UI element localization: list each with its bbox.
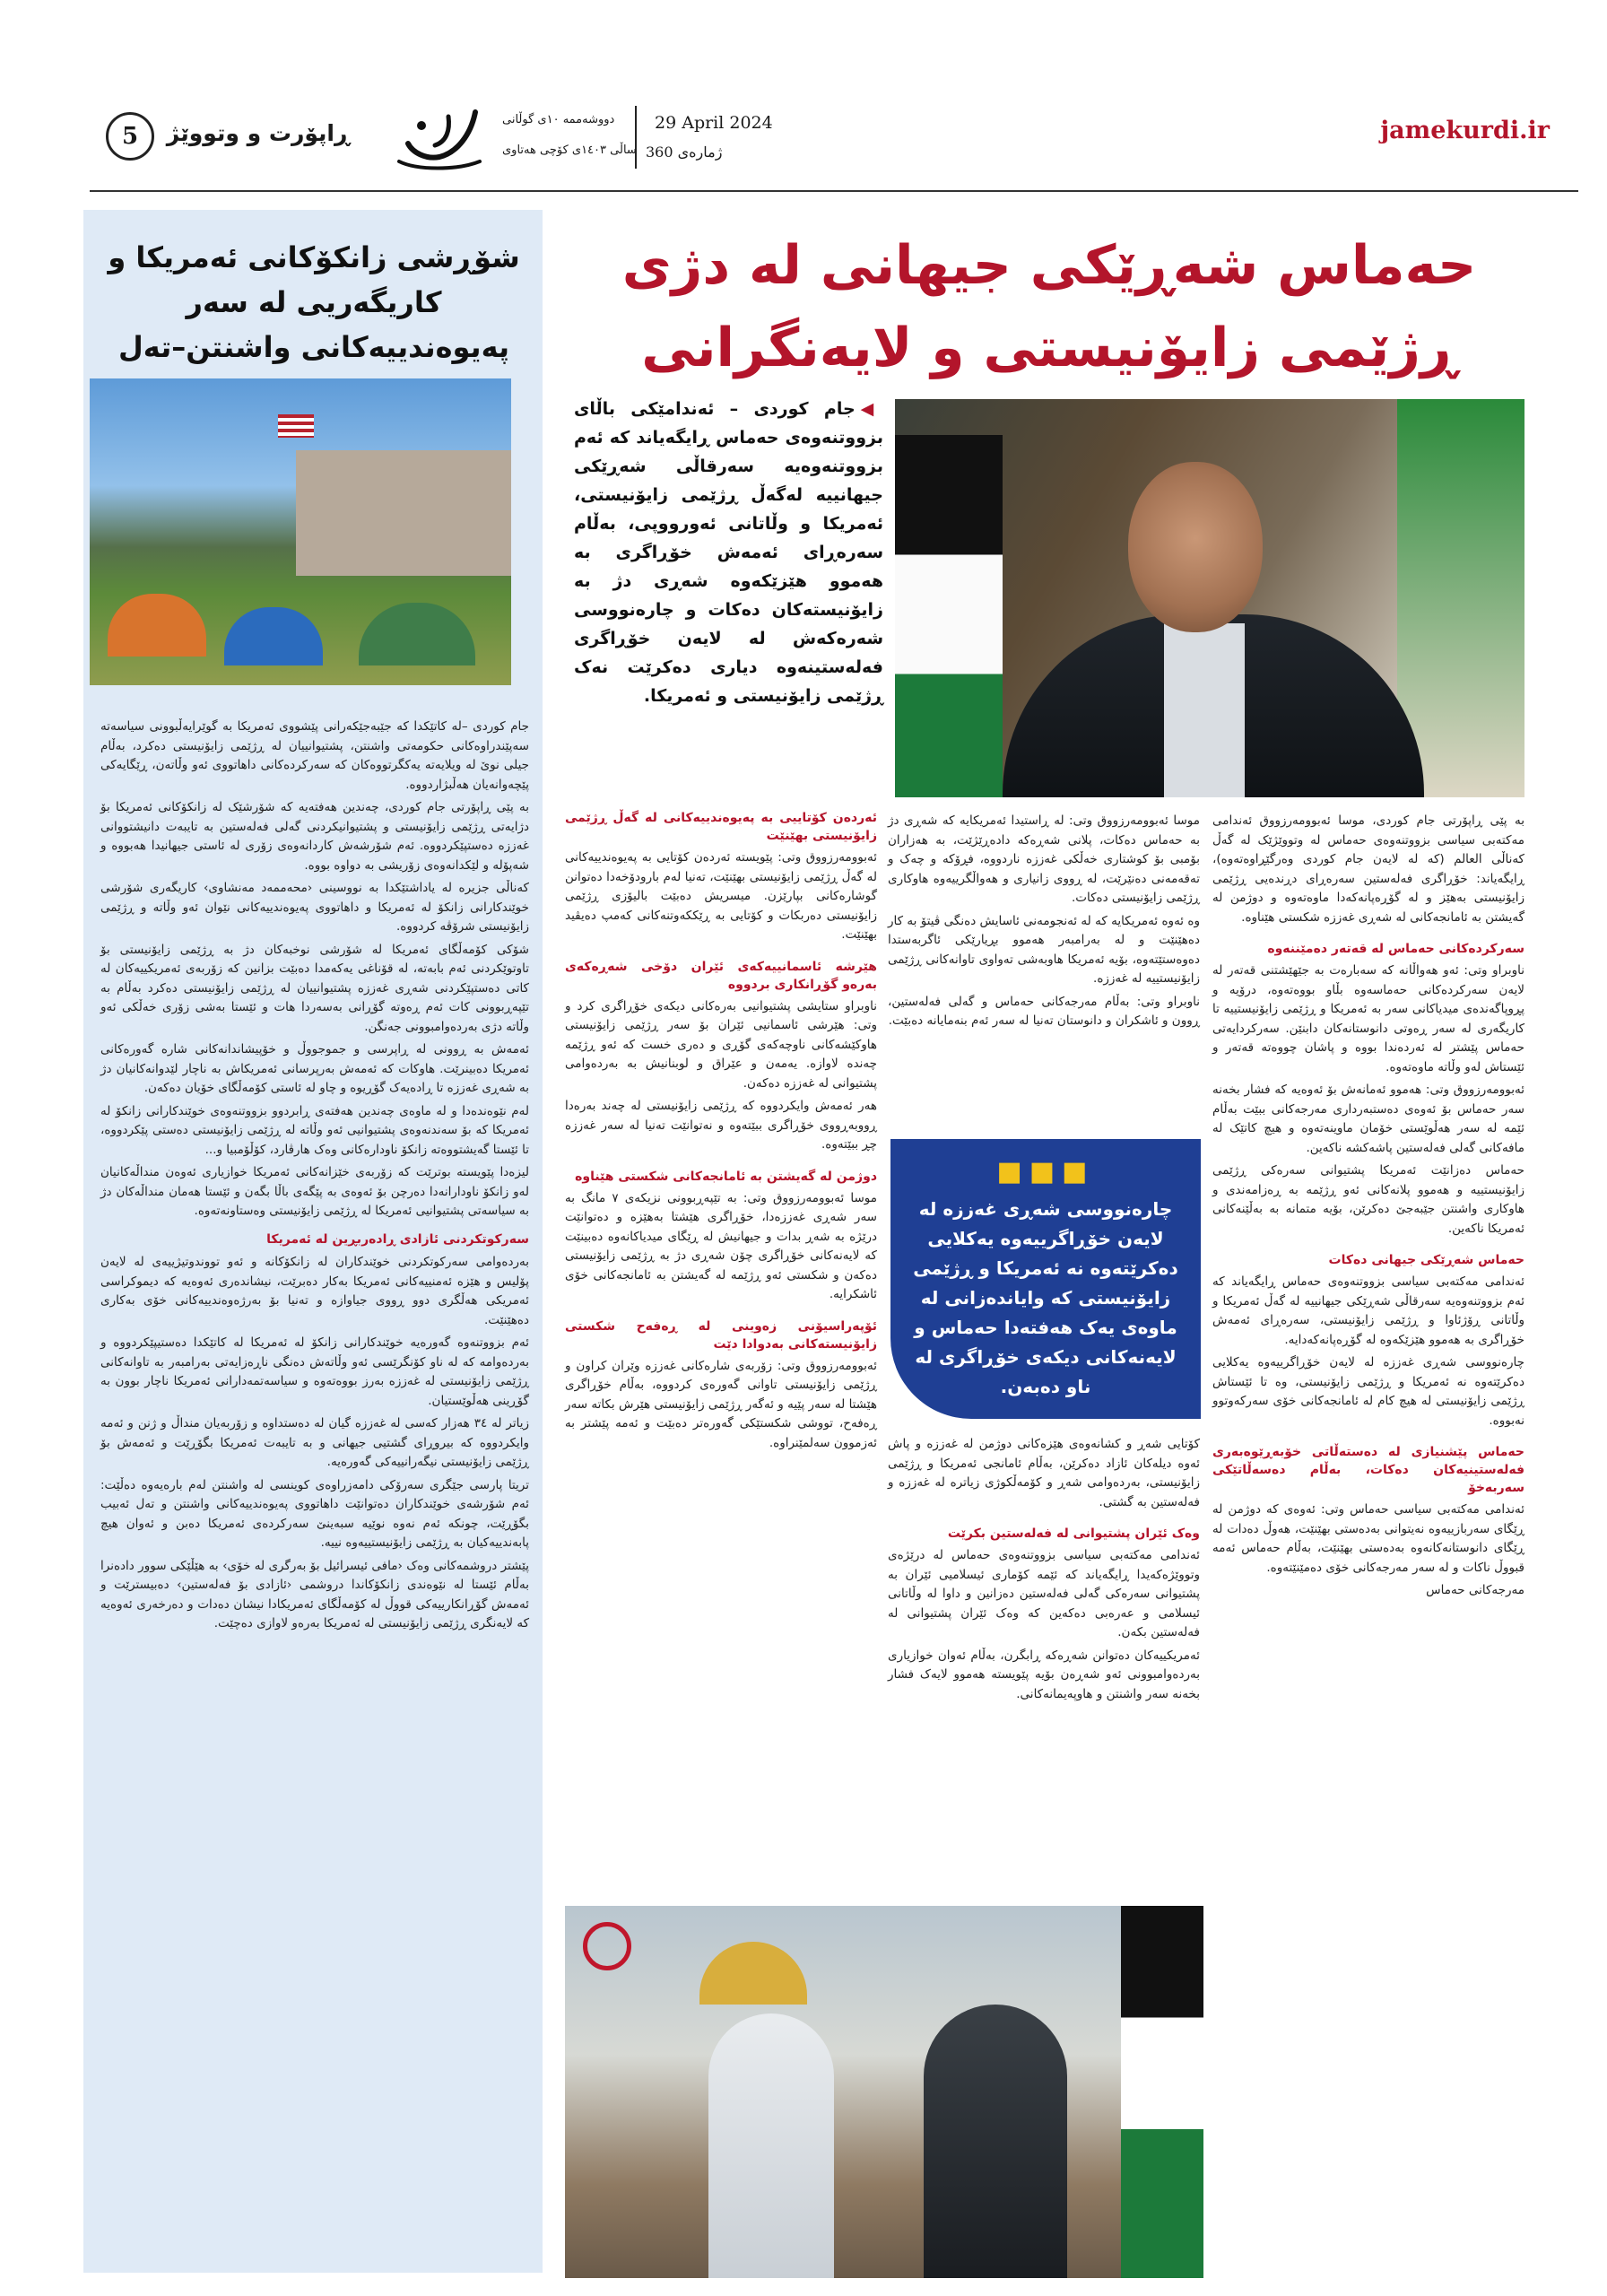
article-paragraph: بە پێی ڕاپۆرتی جام کوردی، موسا ئەبوومەرزووق ئەندامی مەکتەبی سیاسی بزووتنەوەی حەماس لە وتووێژێک لە گەڵ کەناڵی العالم (کە لە لایەن جام کوردی وەرگێڕاوەتەوە)، ڕایگەیاند: خۆڕاگری فەلەستین سەرەڕای دڕندەیی ڕژێمی زایۆنیستی بەهێز و لە گۆڕەپانەکەدا ماوەتەوە و دوژمن لە گەیشتن بە ئامانجەکانی لە شەڕی غەززە شکستی هێناوە. [1212,813,1524,925]
photo-shirt [1164,623,1245,797]
issue-number: ژمارەی 360 [646,144,723,161]
section-title: ڕاپۆرت و وتووێژ [166,120,350,146]
sidebar-paragraph: کەناڵی جزیرە لە یاداشتێکدا بە نووسینی ‹محەممەد مەنشاوی› کاریگەری شۆرشی خوێندکارانی زانکۆ لە ئەمریکا و داهاتووی پەیوەندییەکانی نێوان ئەو وڵاتە و ڕژێمی زایۆنیستی شرۆڤە کردووە. [100,881,529,934]
lead-text: جام کوردی – ئەندامێکی باڵای بزووتنەوەی حەماس ڕایگەیاند کە ئەم بزووتنەوەیە سەرقاڵی شەڕێکی جیهانییە لەگەڵ ڕژێمی زایۆنیستی، ئەمریکا و وڵاتانی ئەورووپی، بەڵام سەرەڕای ئەمەش خۆڕاگری بە هەموو هێزێکەوە شەڕی دژ بە زایۆنیستەکان دەکات و چارەنووسی شەرەکەش لە لایەن خۆڕاگری فەلەستینەوە دیاری دەکرێت نەک ڕژێمی زایۆنیستی و ئەمریکا. [574,399,883,706]
sidebar-paragraph: بە پێی ڕاپۆرتی جام کوردی، چەندین هەفتەیە کە شۆرشێک لە زانکۆکانی ئەمریکا بۆ دژایەتی ڕژێمی زایۆنیستی و پشتیوانیکردنی گەلی فەلەستین بە تایبەت دانیشتووانی غەززە دەستپێکردووە. ئەم شۆرشەش کاردانەوەی زۆری لە ئاستی جیهانیدا هەبووە و شەپۆلە و لێکدانەوەی زۆریشی بە دواوە بووە. [100,800,529,873]
article-paragraph: ئەمریکییەکان دەتوانن شەڕەکە ڕابگرن، بەڵام ئەوان خوازیاری بەردەوامبوونی ئەو شەڕەن بۆیە پێویستە هەموو لایەک فشار بخەنە سەر واشنتن و هاوپەیمانەکانی. [888,1648,1200,1701]
article-subheading: دوژمن لە گەیشتن بە ئامانجەکانی شکستی هێناوە [575,1169,877,1184]
article-paragraph: ئەندامی مەکتەبی سیاسی بزووتنەوەی حەماس ڕایگەیاند کە ئەم بزووتنەوەیە سەرقاڵی شەڕێکی جیهانییە لە گەڵ ئەمریکا و وڵاتانی ڕۆژئاوا و ڕژێمی زایۆنیستی، سەرەڕای ئەمەش خۆڕاگری بە هەموو هێزێکەوە لە گۆڕەپانەکەدایە. [1212,1274,1524,1347]
article-paragraph: حەماس دەزانێت ئەمریکا پشتیوانی سەرەکی ڕژێمی زایۆنیستییە و هەموو پلانەکانی ئەو ڕژێمە بە ڕەزامەندی و هاوکاری واشنتن جێبەجێ دەکرێن، بۆیە متمانە بە بەڵێنەکانی ئەمریکا ناکەین. [1212,1163,1524,1236]
sidebar-subheading: سەرکوتکردنی ئازادی ڕادەربڕین لە ئەمریکا [266,1231,529,1247]
article-subheading: وەک ئێران پشتیوانی لە فەلەستین بکرێت [947,1526,1200,1541]
sidebar-paragraph: زیاتر لە ٣٤ هەزار کەسی لە غەززە گیان لە دەستداوە و زۆربەیان منداڵ و ژنن و ئەمە وایکردووە کە بیروڕای گشتیی جیهانی و بە تایبەت ئەمریکا بگۆڕێت و ئەمەش بۆ ڕژێمی زایۆنیستی نیگەرانییەکی گەورەیە. [100,1416,529,1469]
photo-tent [108,594,206,657]
sidebar-paragraph: ئەمەش بە ڕوونی لە ڕاپرسی و جموجووڵ و خۆپیشاندانەکانی شارە گەورەکانی ئەمریکا دەبینرێت. هاوکات کە ئەمەش بەرپرسانی ئەمریکاش بە ناچار لێدوانەکانیان دژ بە شەڕی غەززە تا ڕادەیەک گۆڕیوە و چاو لە ئاستی کۆمەڵگای خۆیان دەکەن. [100,1042,529,1095]
article-paragraph: وە ئەوە ئەمریکایە کە لە ئەنجومەنی ئاسایش دەنگی ڤیتۆ بە کار دەهێنێت و لە بەرامبەر هەموو بڕیارێکی ئاگربەستدا دەوەستێتەوە، بۆیە ئەمریکا هاوبەشی تەواوی تاوانەکانی ڕژێمی زایۆنیستییە لە غەززە. [888,913,1200,986]
photo-tent [359,603,475,665]
article-subheading: حەماس شەڕێکی جیهانی دەکات [1328,1253,1524,1267]
article-paragraph: هەر ئەمەش وایکردووە کە ڕژێمی زایۆنیستی لە چەند بەرەدا ڕووبەڕووی خۆڕاگری ببێتەوە و نەتوانێت تەنیا لە سەر غەززە چڕ ببێتەوە. [565,1099,877,1152]
article-subheading: ئۆپەراسیۆنی زەوینی لە ڕەفەح شکستی زایۆنیستەکانی بەدوادا دێت [565,1318,877,1352]
article-paragraph: ناوبراو ستایشی پشتیوانیی بەرەکانی دیکەی خۆڕاگری کرد و وتی: هێرشی ئاسمانیی ئێران بۆ سەر ڕژێمی زایۆنیستی هاوکێشەکانی ناوچەکەی گۆڕی و دەری خست کە ئەو ڕژێمە چەندە لاوازە. یەمەن و عێراق و لوبنانیش بە بەردەوامی پشتیوانی لە غەززە دەکەن. [565,998,877,1091]
article-paragraph: کۆتایی شەڕ و کشانەوەی هێزەکانی دوژمن لە غەززە و پاش ئەوە دیلەکان ئازاد دەکرێن، بەڵام ئامانجی ئەمریکا و ڕژێمی زایۆنیستی، بەردەوامی شەڕ و کۆمەڵکوژی زیاترە لە غەززە و فەلەستین بە گشتی. [888,1437,1200,1509]
pull-quote [890,1139,1201,1419]
sidebar-paragraph: جام کوردی –لە کاتێکدا کە جێبەجێکەرانی پێشووی ئەمریکا بە گوێرایەڵبوونی سیاسەتە سەپێندراوەکانی حکومەتی واشنتن، پشتیوانییان لە ڕژێمی زایۆنیستی دەکرد، بەڵام جیلی نوێ لە ویلایەتە یەکگرتووەکان کە سەرکردەکانی داهاتووی ئەو وڵاتەن، ڕێگایەکی پێچەوانەیان هەڵبژاردووە. [100,719,529,792]
article-subheading: حەماس پێشنیازی لە دەستەڵاتی خۆبەڕێوەبەری فەلەستینیەکان دەکات، بەڵام دەسەڵاتێکی سەربەخۆ [1212,1445,1524,1495]
article-subheading: سەرکردەکانی حەماس لە قەتەر دەمێننەوە [1267,942,1524,956]
photo-background [1397,399,1524,797]
photo-flag [895,435,1003,797]
photo-flag [1121,1906,1203,2278]
sidebar-paragraph: بەردەوامی سەرکوتکردنی خوێندکاران لە زانکۆکانە و ئەو تووندوتیژییەی لە لایەن پۆلیس و هێزە ئەمنییەکانی ئەمریکا بەکار دەبرێت، نیشاندەری ئەوەیە کە دیموکراسی ئەمریکی هەڵگری دوو ڕووی جیاوازە و تەنیا بۆ بەرژەوەندییەکانی خۆی بەکاری دەهێنێت. [100,1255,529,1327]
date-english: 29 April 2024 [655,113,773,133]
photo-interviewer [708,2013,834,2278]
sidebar-headline: شۆڕشی زانکۆکانی ئەمریکا و کاریگەریی لە سەر پەیوەندییەکانی واشنتن–تەل [108,240,520,364]
article-subheading: هێرشە ئاسمانییەکەی ئێران دۆخی شەڕەکەی بەرەو گۆڕانکاری بردووە [565,959,877,992]
quote-dots-icon: ■■■ [996,1156,1095,1187]
sidebar-paragraph: شۆکی کۆمەڵگای ئەمریکا لە شۆرشی نوخبەکان دژ بە ڕژێمی زایۆنیستی بۆ تاوتوێکردنی ئەم بابەتە، لە قۆناغی یەکەمدا دەبێت بزانین کە زۆربەی ئەمریکییەکان لە کاتی دەستپێکردنی شەڕی غەززە پشتیوانییان لە ڕژێمی زایۆنیستی دەکرد بەڵام بە تێپەڕبوونی کات ئەم ڕەوتە گۆڕانی بەسەردا هات و ئێستا بەشی زۆری خەڵکی ئەو وڵاتە دژی بەردەوامبوونی جەنگن. [100,942,529,1034]
article-subheading: ئەردەن کۆتاییی بە پەیوەندییەکانی لە گەڵ ڕژێمی زایۆنیستی بهێنێت [565,811,877,843]
article-paragraph: ئەبوومەرزووق وتی: هەموو ئەمانەش بۆ ئەوەیە کە فشار بخەنە سەر حەماس بۆ ئەوەی دەستبەرداری مەرجەکانی ببێت بەڵام ئێمە لە سەر هەڵوێستی خۆمان ماوینەتەوە و هیچ کاتێک لە مافەکانی گەلی فەلەستین پاشەکشە ناکەین. [1212,1083,1524,1155]
lead-paragraph [574,395,883,710]
abu-marzouq-portrait-photo [895,399,1524,797]
photo-dome [699,1942,807,2005]
photo-face [1128,462,1263,632]
sidebar-paragraph: تریتا پارسی جێگری سەرۆکی دامەزراوەی کوینسی لە واشنتن لەم بارەیەوە دەڵێت: ئەم شۆرشەی خوێندکاران دەتوانێت داهاتووی پەیوەندییەکانی واشنتن و تەل ئەبیب بگۆڕێت، چونکە ئەم نەوە نوێیە سبەینێ سەرکردەی ئەمریکا دەبن و ئەوان هیچ پابەندییەکیان بە ڕژێمی زایۆنیستییەوە نییە. [100,1477,529,1550]
sidebar-paragraph: لەم نێوەندەدا و لە ماوەی چەندین هەفتەی ڕابردوو بزووتنەوەی خوێندکارانی زانکۆ لە ئەمریکا کە بۆ سەندنەوەی پشتیوانیی ئەو وڵاتە لە ڕژێمی زایۆنیستی دەستی پێکردووە، تا ئێستا گەیشتووەتە زانکۆ ناودارەکانی وەک هارڤارد، کۆڵۆمبیا و... [100,1103,529,1157]
sidebar-paragraph: ئەم بزووتنەوە گەورەیە خوێندکارانی زانکۆ لە ئەمریکا لە کاتێکدا دەستیپێکردووە و بەردەوامە کە لە ناو کۆنگرێسی ئەو وڵاتەش دەنگی ناڕەزایەتی بەرامبەر بە تاوانەکانی ڕژێمی زایۆنیستی لە غەززە بەرز بووەتەوە و سیاسەتمەدارانی ئەمریکا ناچار بوون بە گۆڕینی هەڵوێستیان. [100,1335,529,1408]
article-paragraph: ئەندامی مەکتەبی سیاسی حەماس وتی: ئەوەی کە دوژمن لە ڕێگای سەربازییەوە نەیتوانی بەدەستی بهێنێت، هەوڵ دەدات لە ڕێگای دانوستانەکانەوە بەدەستی بهێنێت، بەڵام حەماس ئەمە قبووڵ ناکات و لە سەر مەرجەکانی خۆی دەمێنێتەوە. [1212,1502,1524,1575]
header-divider [635,106,637,169]
sidebar-article-body [100,718,529,1638]
date-kurdish-day: دووشەممە ١٠ی گوڵانی [502,113,615,126]
date-kurdish-year: ساڵی ١٤٠٣ی کۆچی هەتاوی [502,144,637,157]
jame-kurdi-logo [386,99,493,175]
headline-line-2: ڕژێمی زایۆنیستی و لایەنگرانی [641,317,1457,379]
interview-studio-photo [565,1906,1203,2278]
article-column-middle-bottom [888,1435,1200,1708]
article-paragraph: موسا ئەبوومەرزووق وتی: بە تێپەڕبوونی نزیکەی ٧ مانگ بە سەر شەڕی غەززەدا، خۆڕاگری هێشتا بەهێزە و دەتوانێت درێژە بە شەڕ بدات و جیهانیش لە ڕێگای میدیاکانەوە دەبینێت کە لایەنەکانی خۆڕاگری چۆن شەڕی دژ بە ڕژێمی زایۆنیستی دەکەن و شکستی ئەو ڕژێمە لە گەیشتن بە ئامانجەکانی خۆی ئاشکرایە. [565,1190,877,1301]
sidebar-paragraph: پێشتر دروشمەکانی وەک ‹مافی ئیسرائیل بۆ بەرگری لە خۆی› بە هێڵێکی سوور دادەنرا بەڵام ئێستا لە نێوەندی زانکۆکاندا دروشمی ‹ئازادی بۆ فەلەستین› دەبیسترێت و ئەمەش گۆڕانکارییەکی قووڵ لە کۆمەڵگای ئەمریکادا نیشان دەدات و دەرخەری ئەوەیە کە لایەنگری ڕژێمی زایۆنیستی لە ئەمریکا بەرەو لاوازی دەچێت. [100,1558,529,1631]
channel-logo-icon [583,1922,631,1970]
page-header [0,0,1607,197]
photo-building [296,450,511,576]
article-paragraph: ئەبوومەرزووق وتی: پێویستە ئەردەن کۆتایی بە پەیوەندییەکانی لە گەڵ ڕژێمی زایۆنیستی بهێنێت، تەنیا لەم بارودۆخەدا دەتوانن گوشارەکانی بپارێزن. میسریش دەبێت بالیۆزی ڕژێمی زایۆنیستی دەربکات و کۆتایی بە ڕێککەوتنەکانی کەمپ دەیڤید بهێنێت. [565,850,877,942]
photo-flag [278,414,314,438]
campus-protest-photo [90,378,511,685]
header-rule [90,190,1578,192]
photo-tent [224,607,323,665]
article-paragraph: چارەنووسی شەڕی غەززە لە لایەن خۆڕاگرییەوە یەکلایی دەکرێتەوە نە ئەمریکا و ڕژێمی زایۆنیستی، وە تا ئێستاش ڕژێمی زایۆنیستی لە هیچ کام لە ئامانجەکانی خۆی سەرکەوتوو نەبووە. [1212,1355,1524,1428]
article-paragraph: مەرجەکانی حەماس [1426,1583,1524,1597]
article-paragraph: ئەندامی مەکتەبی سیاسی بزووتنەوەی حەماس لە درێژەی وتووێژەکەیدا ڕایگەیاند کە ئێمە کۆماری ئیسلامیی ئێران بە پشتیوانی سەرەکی گەلی فەلەستین دەزانین و داوا لە وڵاتانی ئیسلامی و عەرەبی دەکەین کە وەک ئێران پشتیوانی لە فەلەستین بکەن. [888,1548,1200,1639]
page-number: 5 [106,112,154,161]
article-paragraph: ناوبراو وتی: ئەو هەواڵانە کە سەبارەت بە جێهێشتنی قەتەر لە لایەن سەرکردەکانی حەماسەوە بڵاو بووەتەوە، درۆیە و پڕوپاگەندەی میدیاکانی سەر بە ئەمریکا و ڕژێمی زایۆنیستییە تا کاریگەری لە سەر ڕەوتی دانوستانەکان دابنێن. سەرکردایەتی حەماس پێشتر لە ئەردەندا بووە و پاشان چووەتە قەتەر و ئێستاش لەو وڵاتە ماوەتەوە. [1212,963,1524,1074]
sidebar-paragraph: لیزەدا پێویستە بوترێت کە زۆربەی خێزانەکانی ئەمریکا خوازیاری ئەوەن منداڵەکانیان لەو زانکۆ ناودارانەدا دەرچن بۆ ئەوەی بە پێگەی باڵا بگەن و ئێستا هەمان منداڵەکان دژ بە سیاسەتی پشتیوانیی ئەمریکا لە ڕژێمی زایۆنیستی وەستاونەتەوە. [100,1165,529,1218]
headline-line-1: حەماس شەڕێکی جیهانی لە دژی [621,234,1477,297]
quote-text: چارەنووسی شەڕی غەززە لە لایەن خۆڕاگرییەوە یەکلایی دەکرێتەوە نە ئەمریکا و ڕژێمی زایۆنیستی کە وایاندەزانی لە ماوەی یەک هەفتەدا حەماس و لایەنەکانی دیکەی خۆڕاگری لە ناو دەبەن. [913,1198,1178,1397]
article-paragraph: موسا ئەبوومەرزووق وتی: لە ڕاستیدا ئەمریکایە کە شەڕی دژ بە حەماس دەکات، پلانی شەڕەکە دادەڕێژێت، بە هەزاران بۆمبی بۆ کوشتاری خەڵکی غەززە ناردووە، فڕۆکە و چەک و تەقەمەنی دەنێرێت، لە ڕووی زانیاری و هەواڵگرییەوە هاوکاری ڕژێمی زایۆنیستی دەکات. [888,813,1200,905]
article-column-right [1212,812,1524,1605]
article-column-middle-top [888,812,1200,1035]
article-paragraph: ناوبراو وتی: بەڵام مەرجەکانی حەماس و گەلی فەلەستین، ڕوون و ئاشکران و دانوستان تەنیا لە سەر ئەم بنەمایانە دەبێت. [888,994,1200,1028]
article-column-left [565,796,877,1457]
photo-interviewee [924,2005,1067,2278]
lead-arrow-icon: ◀ [860,399,883,419]
article-paragraph: ئەبوومەرزووق وتی: زۆربەی شارەکانی غەززە وێران کراون و ڕژێمی زایۆنیستی تاوانی گەورەی کردووە، بەڵام خۆڕاگری هێشتا لە سەر پێیە و ئەگەر ڕژێمی زایۆنیستی هێرش بکاتە سەر ڕەفەح، تووشی شکستێکی گەورەتر دەبێت و ئەمە پێشتر بە ئەزموون سەلمێنراوە. [565,1358,877,1450]
site-url[interactable]: jamekurdi.ir [1380,117,1550,144]
